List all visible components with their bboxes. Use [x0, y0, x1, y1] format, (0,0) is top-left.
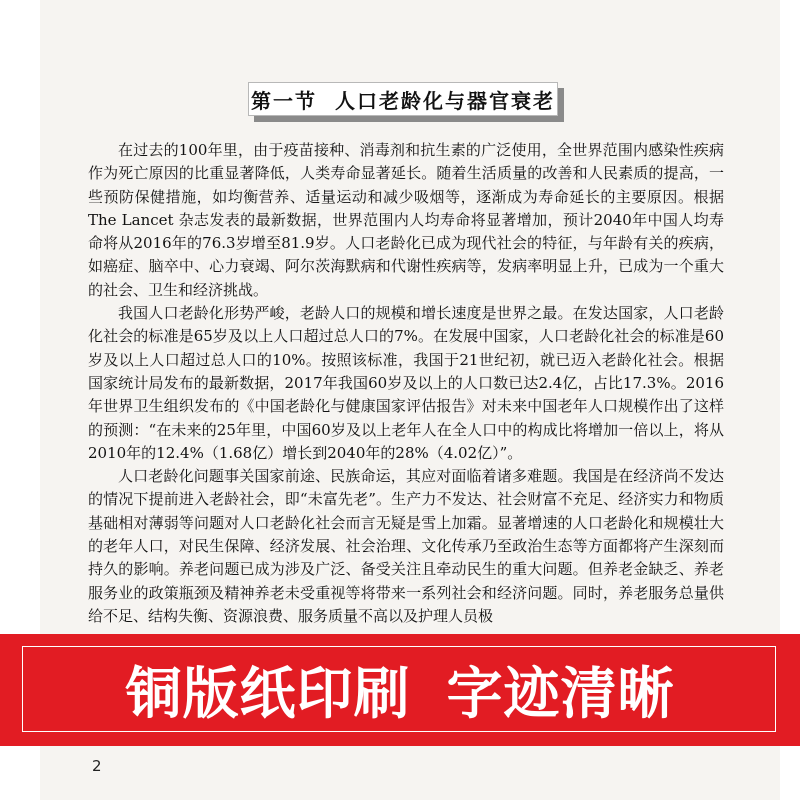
paragraph-1: 在过去的100年里，由于疫苗接种、消毒剂和抗生素的广泛使用，全世界范围内感染性疾病作为死亡原因的比重显著降低，人类寿命显著延长。随着生活质量的改善和人民素质的提高，一些预防保健措施，如均衡营养、适量运动和减少吸烟等，逐渐成为寿命延长的主要原因。根据 The Lancet 杂志发表的最新数据，世界范围内人均寿命将显著增加，预计2040年中国人均寿命将从2016年的76.3岁增至81.9岁。人口老龄化已成为现代社会的特征，与年龄有关的疾病，如癌症、脑卒中、心力衰竭、阿尔茨海默病和代谢性疾病等，发病率明显上升，已成为一个重大的社会、卫生和经济挑战。	[88, 141, 724, 299]
banner-text-right: 字迹清晰	[446, 662, 675, 727]
promo-banner	[0, 634, 800, 746]
section-heading	[248, 82, 564, 122]
heading-box	[248, 82, 558, 116]
banner-text-left: 铜版纸印刷	[125, 662, 411, 727]
body-text	[88, 139, 724, 628]
paragraph-2: 我国人口老龄化形势严峻，老龄人口的规模和增长速度是世界之最。在发达国家，人口老龄化社会的标准是65岁及以上人口超过总人口的7%。在发展中国家，人口老龄化社会的标准是60岁及以上人口超过总人口的10%。按照该标准，我国于21世纪初，就已迈入老龄化社会。根据国家统计局发布的最新数据，2017年我国60岁及以上的人口数已达2.4亿，占比17.3%。2016年世界卫生组织发布的《中国老龄化与健康国家评估报告》对未来中国老年人口规模作出了这样的预测：“在未来的25年里，中国60岁及以上老年人在全人口中的构成比将增加一倍以上，将从2010年的12.4%（1.68亿）增长到2040年的28%（4.02亿）”。	[88, 304, 724, 462]
page-number: 2	[92, 757, 102, 775]
paragraph-3: 人口老龄化问题事关国家前途、民族命运，其应对面临着诸多难题。我国是在经济尚不发达的情况下提前进入老龄社会，即“未富先老”。生产力不发达、社会财富不充足、经济实力和物质基础相对薄弱等问题对人口老龄化社会而言无疑是雪上加霜。显著增速的人口老龄化和规模壮大的老年人口，对民生保障、经济发展、社会治理、文化传承乃至政治生态等方面都将产生深刻而持久的影响。养老问题已成为涉及广泛、备受关注且牵动民生的重大问题。但养老金缺乏、养老服务业的政策瓶颈及精神养老未受重视等将带来一系列社会和经济问题。同时，养老服务总量供给不足、结构失衡、资源浪费、服务质量不高以及护理人员极	[88, 467, 724, 625]
section-number: 第一节	[251, 88, 317, 113]
section-title: 人口老龄化与器官衰老	[335, 88, 555, 113]
banner-text	[0, 634, 800, 746]
